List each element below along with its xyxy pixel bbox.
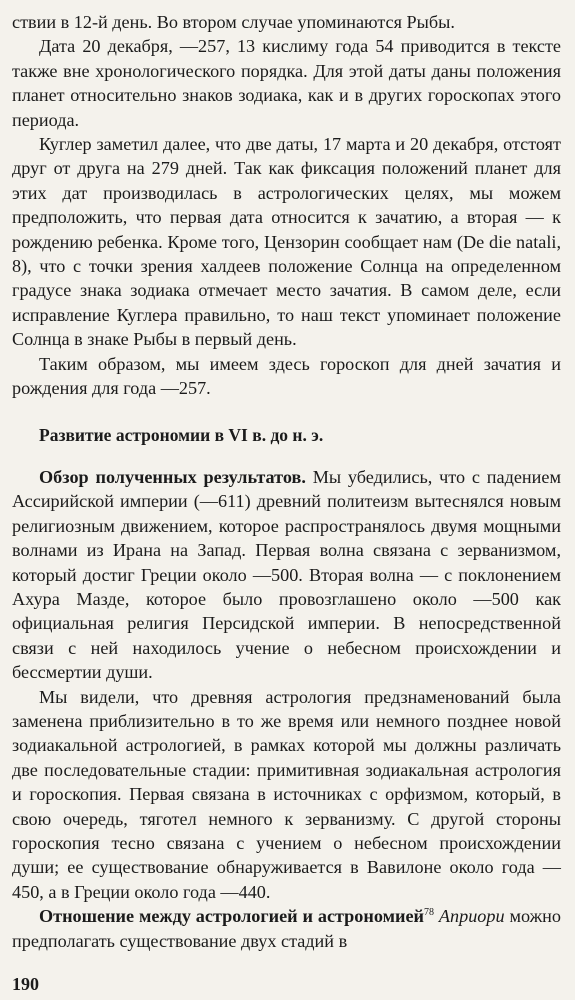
paragraph-date-dec-20: Дата 20 декабря, —257, 13 кислиму года 54 приводится в тексте также вне хронологического порядка. Для этой даты даны положения планет относительно знаков зодиака, как и в других гороскопах этого периода.	[12, 36, 561, 130]
page-number: 190	[12, 974, 39, 994]
paragraph-kugler: Куглер заметил далее, что две даты, 17 марта и 20 декабря, отстоят друг от друга на 279 дней. Так как фиксация положений планет для этих дат производилась в астрологических целях, мы можем предположить, что первая дата относится к зачатию, а вторая — к рождению ребенка. Кроме того, Цензорин сообщает нам (De die natali, 8), что с точки зрения халдеев положение Солнца на определенном градусе знака зодиака отмечает место зачатия. В самом деле, если исправление Куглера правильно, то наш текст упоминает положение Солнца в знаке Рыбы в первый день.	[12, 134, 561, 350]
overview-lead: Обзор полученных результатов.	[39, 466, 306, 487]
paragraph-horoscope-conclusion: Таким образом, мы имеем здесь гороскоп для дней зачатия и рождения для года —257.	[12, 353, 561, 399]
paragraph-relation	[12, 904, 561, 953]
paragraph-overview	[12, 465, 561, 685]
overview-text: Мы убедились, что с падением Ассирийской империи (—611) древний политеизм вытеснялся новым религиозным движением, которое распространялось двумя мощными волнами из Ирана на Запад. Первая волна связана с зерванизмом, который достиг Греции около —500. Вторая волна — с поклонением Ахура Мазде, которое было провозглашено около —500 как официальная религия Персидской империи. В непосредственной связи с ней находилось учение о небесном происхождении и бессмертии души.	[12, 466, 561, 683]
section-heading: Развитие астрономии в VI в. до н. э.	[39, 424, 324, 445]
paragraph-astrology: Мы видели, что древняя астрология предзнаменований была заменена приблизительно в то же время или немного позднее новой зодиакальной астрологией, в рамках которой мы должны различать две последовательные стадии: примитивная зодиакальная астрология и гороскопия. Первая связана в источниках с орфизмом, который, в свою очередь, тяготел немного к зерванизму. С другой стороны гороскопия тесно связана с учением о небесном происхождении души; ее существование обнаруживается в Вавилоне около года —450, а в Греции около года —440.	[12, 686, 561, 902]
relation-text: можно предполагать существование двух стадий в	[12, 906, 561, 951]
paragraph-continuation: ствии в 12-й день. Во втором случае упоминаются Рыбы.	[12, 12, 455, 32]
footnote-marker: 78	[424, 907, 435, 919]
relation-italic: Априори	[434, 906, 505, 927]
relation-lead: Отношение между астрологией и астрономией	[39, 906, 425, 927]
